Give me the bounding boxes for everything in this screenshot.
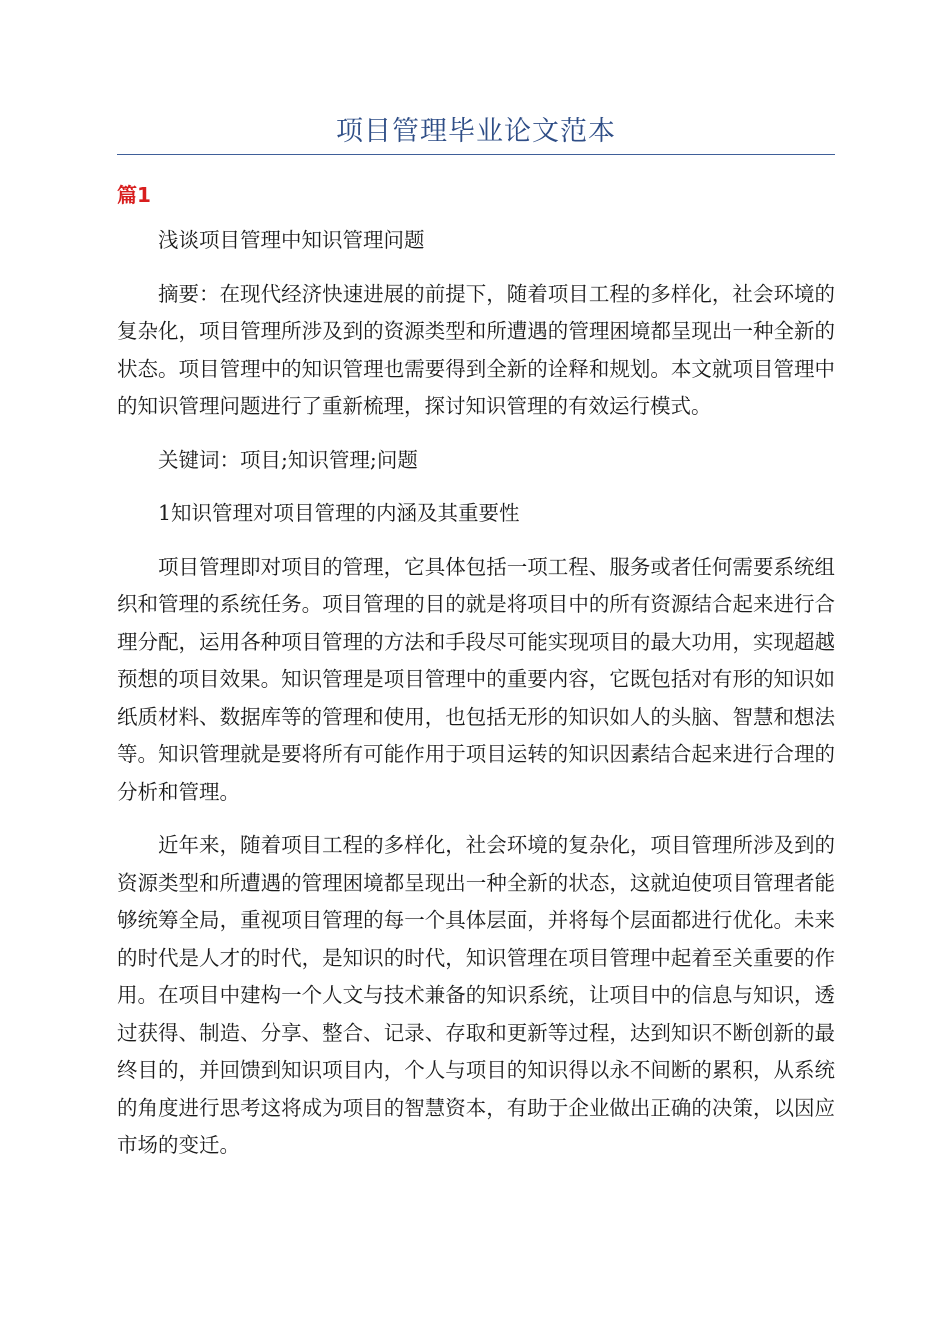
section-heading: 1知识管理对项目管理的内涵及其重要性: [158, 501, 520, 525]
document-title: 项目管理毕业论文范本: [336, 116, 616, 147]
document-body: [117, 222, 835, 1181]
title-divider: [117, 154, 835, 155]
keywords-paragraph: 关键词：项目;知识管理;问题: [158, 447, 418, 472]
section-label: 篇1: [117, 183, 151, 207]
article-title: 浅谈项目管理中知识管理问题: [158, 228, 425, 252]
abstract-paragraph: 摘要：在现代经济快速进展的前提下，随着项目工程的多样化，社会环境的复杂化，项目管理所涉及到的资源类型和所遭遇的管理困境都呈现出一种全新的状态。项目管理中的知识管理也需要得到全新的诠释和规划。本文就项目管理中的知识管理问题进行了重新梳理，探讨知识管理的有效运行模式。: [117, 281, 835, 418]
body-paragraph: 项目管理即对项目的管理，它具体包括一项工程、服务或者任何需要系统组织和管理的系统任务。项目管理的目的就是将项目中的所有资源结合起来进行合理分配，运用各种项目管理的方法和手段尽可能实现项目的最大功用，实现超越预想的项目效果。知识管理是项目管理中的重要内容，它既包括对有形的知识如纸质材料、数据库等的管理和使用，也包括无形的知识如人的头脑、智慧和想法等。知识管理就是要将所有可能作用于项目运转的知识因素结合起来进行合理的分析和管理。: [117, 554, 835, 804]
body-paragraph: 近年来，随着项目工程的多样化，社会环境的复杂化，项目管理所涉及到的资源类型和所遭遇的管理困境都呈现出一种全新的状态，这就迫使项目管理者能够统筹全局，重视项目管理的每一个具体层面，并将每个层面都进行优化。未来的时代是人才的时代，是知识的时代，知识管理在项目管理中起着至关重要的作用。在项目中建构一个人文与技术兼备的知识系统，让项目中的信息与知识，透过获得、制造、分享、整合、记录、存取和更新等过程，达到知识不断创新的最终目的，并回馈到知识项目内，个人与项目的知识得以永不间断的累积，从系统的角度进行思考这将成为项目的智慧资本，有助于企业做出正确的决策，以因应市场的变迁。: [117, 833, 835, 1157]
